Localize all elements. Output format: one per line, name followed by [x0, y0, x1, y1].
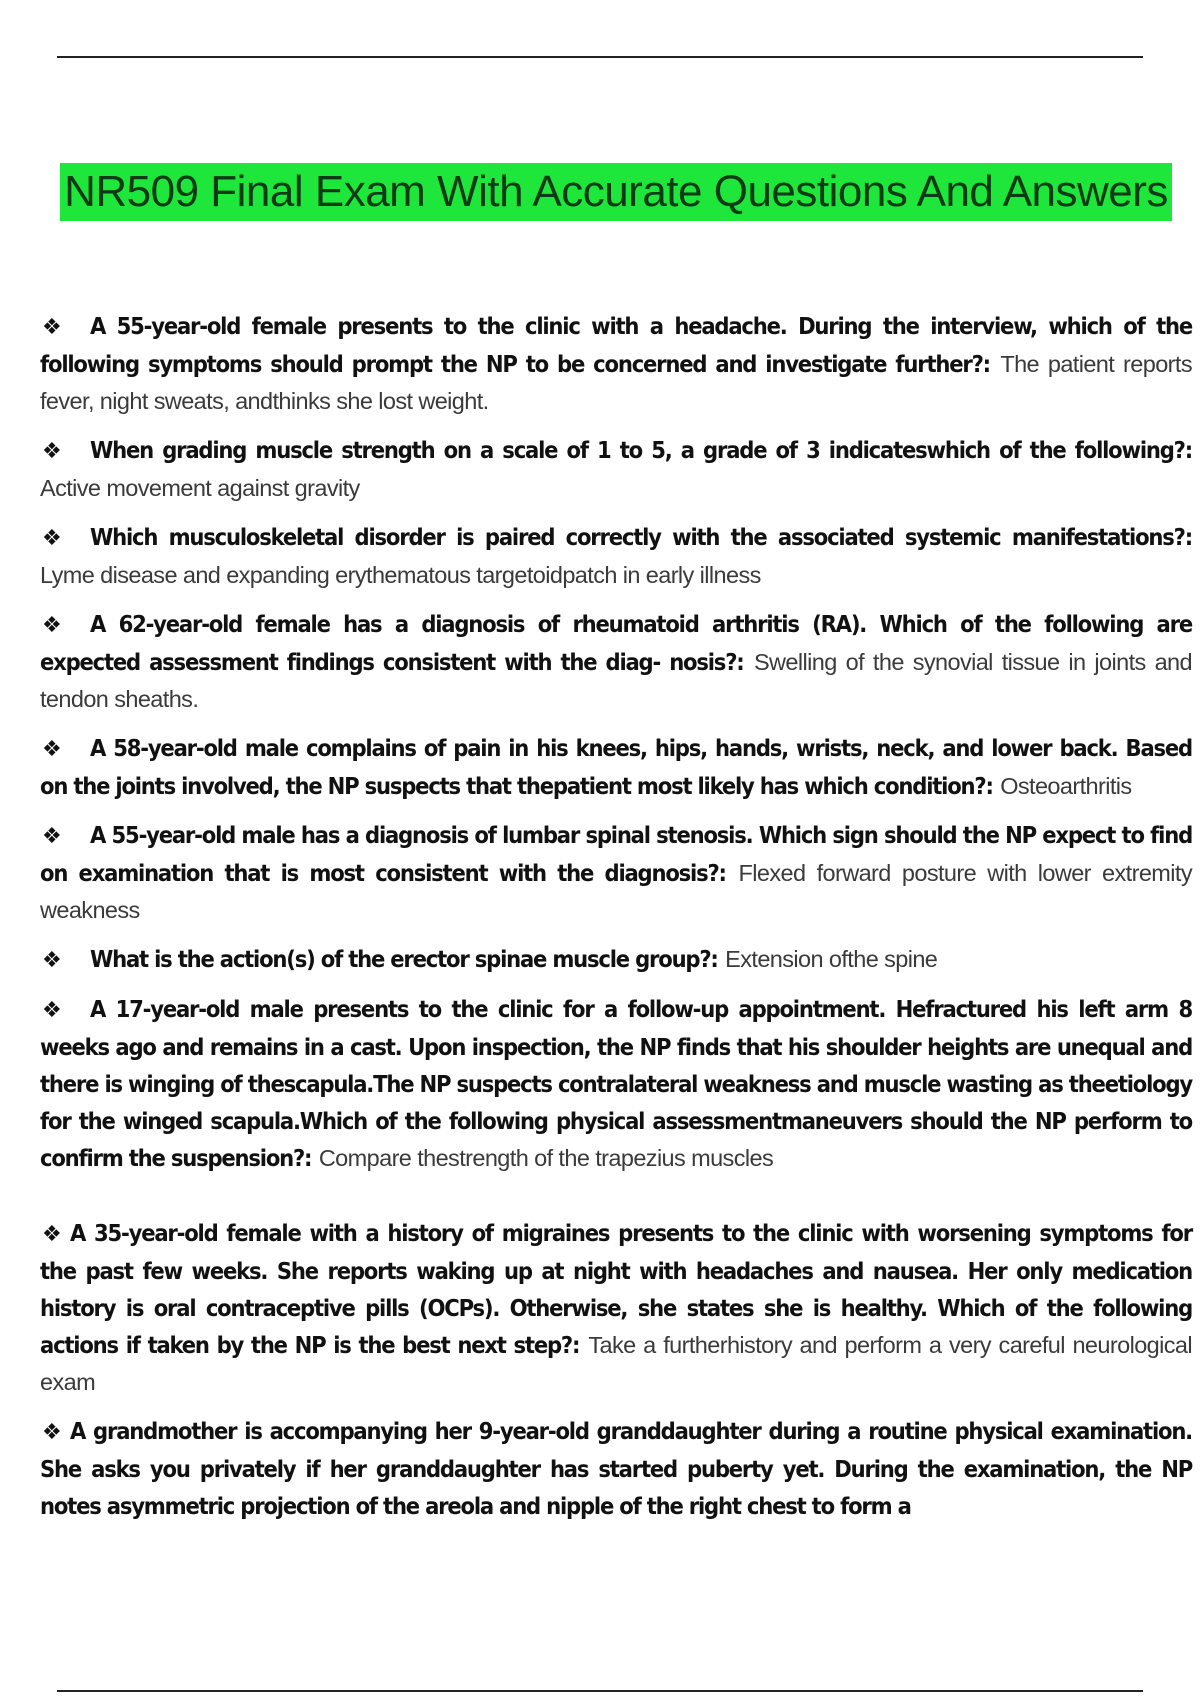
answer-text: Active movement against gravity [40, 475, 360, 501]
answer-text: Compare thestrength of the trapezius muscles [318, 1145, 774, 1171]
answer-text: Osteoarthritis [1000, 773, 1132, 799]
question-text: Which musculoskeletal disorder is paired correctly with the associated systemic manifestations?: [90, 523, 1192, 551]
question-text: A 17-year-old male presents to the clinic for a follow-up appointment. Hefractured his left arm 8 weeks ago and remains in a cast. Upon inspection, the NP finds that his shoulder heights are unequal and there is winging of thescapula.The NP suspects contralateral weakness and muscle wasting as theetiology for the winged scapula.Which of the following physical assessmentmaneuvers should the NP perform to confirm the suspension?: [40, 995, 1192, 1172]
qa-item-8 [40, 991, 1192, 1177]
diamond-bullet-icon: ❖ [42, 613, 62, 638]
qa-item-5 [40, 730, 1192, 805]
question-text: A 62-year-old female has a diagnosis of rheumatoid arthritis (RA). Which of the following are expected assessment findings consistent with the diag- nosis?: [40, 610, 1192, 676]
diamond-bullet-icon: ❖ [42, 526, 62, 551]
qa-item-10 [40, 1413, 1192, 1525]
diamond-bullet-icon: ❖ [42, 439, 62, 464]
question-text: A 55-year-old male has a diagnosis of lumbar spinal stenosis. Which sign should the NP expect to find on examination that is most consistent with the diagnosis?: [40, 821, 1192, 887]
diamond-bullet-icon: ❖ [42, 315, 62, 340]
qa-item-3 [40, 519, 1192, 594]
answer-text: Lyme disease and expanding erythematous targetoidpatch in early illness [40, 562, 761, 588]
question-text: A 35-year-old female with a history of migraines presents to the clinic with worsening symptoms for the past few weeks. She reports waking up at night with headaches and nausea. Her only medication history is oral contraceptive pills (OCPs). Otherwise, she states she is healthy. Which of the following actions if taken by the NP is the best next step?: [40, 1219, 1192, 1359]
qa-item-2 [40, 432, 1192, 507]
title-highlight [60, 163, 1172, 221]
bottom-divider [57, 1690, 1143, 1692]
diamond-bullet-icon: ❖ [42, 998, 62, 1023]
question-text: When grading muscle strength on a scale of 1 to 5, a grade of 3 indicateswhich of the following?: [90, 436, 1192, 464]
diamond-bullet-icon: ❖ [42, 1420, 62, 1445]
qa-item-1 [40, 308, 1192, 420]
qa-item-4 [40, 606, 1192, 718]
question-text: What is the action(s) of the erector spinae muscle group?: [90, 945, 718, 973]
answer-text: Take a furtherhistory and perform a very careful neurological exam [40, 1332, 1192, 1395]
question-text: A grandmother is accompanying her 9-year-old granddaughter during a routine physical examination. She asks you privately if her granddaughter has started puberty yet. During the examination, the NP notes asymmetric projection of the areola and nipple of the right chest to form a [40, 1417, 1192, 1520]
document-title: NR509 Final Exam With Accurate Questions And Answers [64, 167, 1168, 216]
diamond-bullet-icon: ❖ [42, 948, 62, 973]
qa-item-9 [40, 1215, 1192, 1401]
question-text: A 55-year-old female presents to the clinic with a headache. During the interview, which of the following symptoms should prompt the NP to be concerned and investigate further?: [40, 312, 1192, 378]
top-divider [57, 56, 1143, 58]
qa-list [40, 308, 1192, 1537]
diamond-bullet-icon: ❖ [42, 824, 62, 849]
qa-item-7 [40, 941, 1192, 979]
diamond-bullet-icon: ❖ [42, 737, 62, 762]
answer-text: Flexed forward posture with lower extremity weakness [40, 860, 1192, 923]
answer-text: Swelling of the synovial tissue in joints and tendon sheaths. [40, 649, 1192, 712]
qa-item-6 [40, 817, 1192, 929]
answer-text: The patient reports fever, night sweats, andthinks she lost weight. [40, 351, 1192, 414]
answer-text: Extension ofthe spine [725, 946, 938, 972]
diamond-bullet-icon: ❖ [42, 1222, 62, 1247]
question-text: A 58-year-old male complains of pain in his knees, hips, hands, wrists, neck, and lower back. Based on the joints involved, the NP suspects that thepatient most likely has which condition?: [40, 734, 1192, 800]
